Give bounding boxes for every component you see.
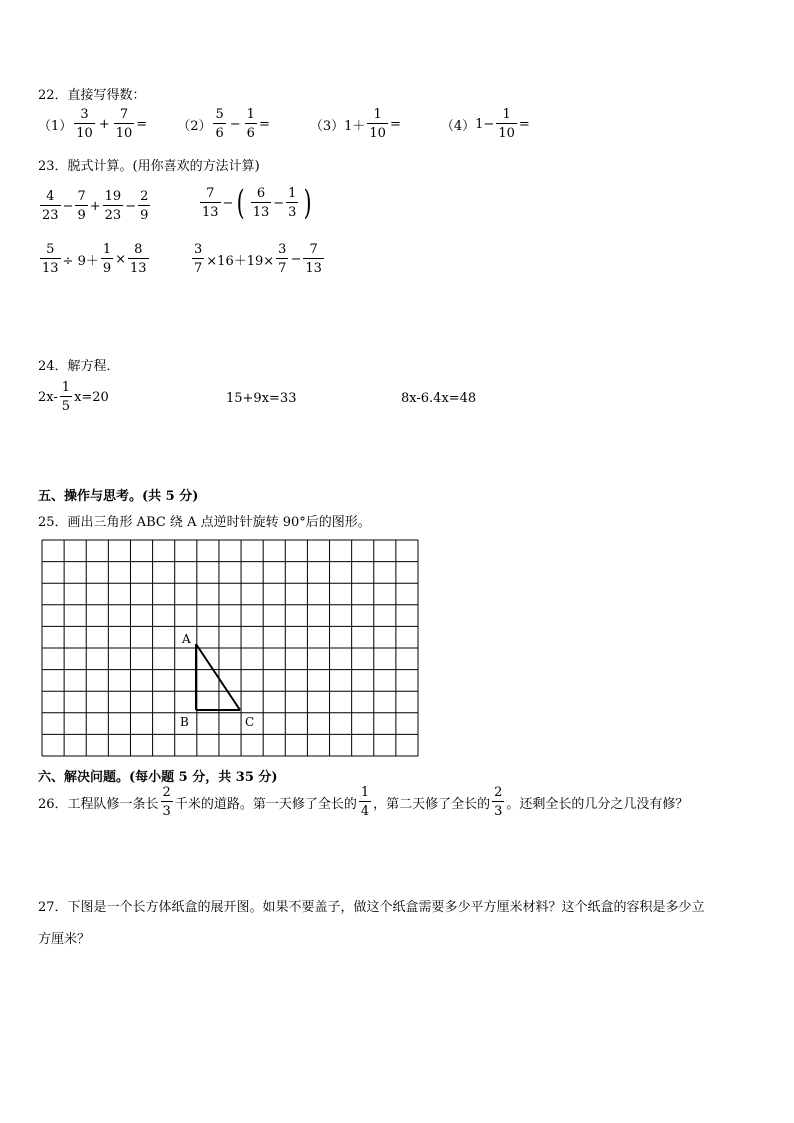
fraction: $\frac{19}{23}$ [104, 189, 122, 223]
fraction: $\frac{3}{10}$ [76, 107, 93, 141]
q26-text: 26．工程队修一条长 $\frac{2}{3}$ 千米的道路。第一天修了全长的 $\frac{1}{4}$ ，第二天修了全长的 $\frac{2}{3}$ 。还剩全长的几分之几没有修？ [38, 785, 689, 819]
q23-expr-3: $\frac{5}{13}$ ÷ 9＋ $\frac{1}{9}$ × $\frac{8}{13}$ [42, 242, 147, 276]
q24-equation-2: 15+9x=33 [226, 391, 297, 406]
grid-figure [41, 539, 419, 757]
q23-expr-2: $\frac{7}{13}$ − ( $\frac{6}{13}$ − $\frac{1}{3}$ ) [202, 183, 313, 223]
fraction: $\frac{3}{7}$ [194, 242, 203, 276]
point-a-label: A [182, 632, 191, 646]
q22-p1-label: （1） [38, 118, 73, 134]
fraction: $\frac{1}{4}$ [360, 785, 370, 819]
fraction: $\frac{3}{7}$ [278, 242, 287, 276]
fraction: $\frac{5}{13}$ [42, 242, 59, 276]
fraction: $\frac{1}{6}$ [246, 107, 255, 141]
section-5-heading: 五、操作与思考。(共 5 分) [38, 489, 199, 504]
fraction: $\frac{7}{10}$ [115, 107, 133, 141]
fraction: $\frac{7}{13}$ [305, 242, 322, 276]
q22-problems: （1） $\frac{3}{10}$ + $\frac{7}{10}$ = （2） $\frac{5}{6}$ − $\frac{1}{6}$ = （3） 1＋ $\frac{1}{10}$ = （4） 1− $\frac{1}{10}$ = [38, 107, 530, 141]
triangle-side-ac [196, 644, 240, 710]
fraction: $\frac{2}{3}$ [494, 785, 503, 819]
q22-title: 22．直接写得数： [38, 88, 146, 103]
fraction: $\frac{6}{13}$ [252, 186, 270, 220]
point-c-label: C [245, 715, 255, 729]
q24-title: 24．解方程． [38, 359, 120, 374]
fraction: $\frac{1}{5}$ [61, 380, 71, 414]
fraction: $\frac{5}{6}$ [215, 107, 224, 141]
fraction: $\frac{2}{3}$ [162, 785, 171, 819]
fraction: $\frac{7}{9}$ [77, 189, 86, 223]
q24-equation-1: 2x- $\frac{1}{5}$ x=20 [38, 380, 109, 414]
point-b-label: B [180, 715, 189, 729]
fraction: $\frac{8}{13}$ [130, 242, 147, 276]
q22-p2-label: （2） [177, 118, 212, 134]
q27-line-2: 方厘米？ [38, 932, 91, 947]
q25-title: 25．画出三角形 ABC 绕 A 点逆时针旋转 90°后的图形。 [38, 515, 371, 530]
q22-p4-label: （4） [440, 118, 476, 134]
grid-lines [42, 540, 418, 756]
q22-p3-label: （3） [309, 118, 345, 134]
q27-line-1: 27．下图是一个长方体纸盒的展开图。如果不要盖子，做这个纸盒需要多少平方厘米材料？这个纸盒的容积是多少立 [38, 900, 705, 915]
fraction: $\frac{1}{3}$ [288, 186, 297, 220]
q24-equation-3: 8x-6.4x=48 [401, 391, 477, 406]
section-6-heading: 六、解决问题。(每小题 5 分，共 35 分) [38, 770, 278, 785]
fraction: $\frac{1}{10}$ [369, 107, 386, 141]
fraction: $\frac{4}{23}$ [42, 189, 59, 223]
q23-expr-1: $\frac{4}{23}$ − $\frac{7}{9}$ + $\frac{19}{23}$ − $\frac{2}{9}$ [42, 189, 149, 223]
fraction: $\frac{7}{13}$ [202, 186, 219, 220]
fraction: $\frac{1}{9}$ [102, 242, 112, 276]
q23-title: 23．脱式计算。(用你喜欢的方法计算) [38, 159, 260, 174]
q23-expr-4: $\frac{3}{7}$ ×16＋19× $\frac{3}{7}$ − $\frac{7}{13}$ [194, 242, 322, 276]
fraction: $\frac{1}{10}$ [498, 107, 515, 141]
fraction: $\frac{2}{9}$ [140, 189, 149, 223]
